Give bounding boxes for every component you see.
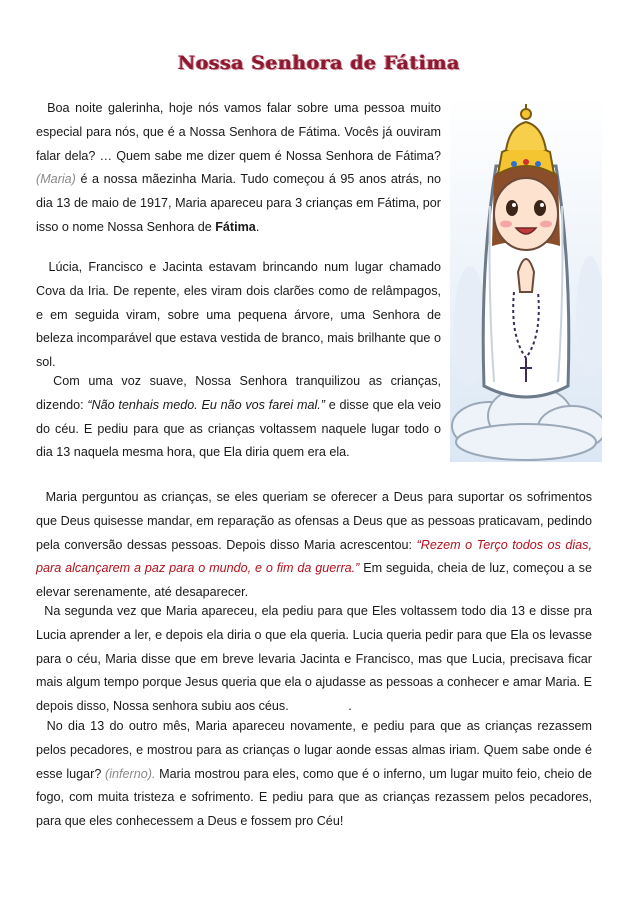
our-lady-illustration xyxy=(450,96,602,462)
paragraph-2 xyxy=(36,256,441,375)
p1-bold-fatima: Fátima xyxy=(215,219,256,234)
p1-answer: (Maria) xyxy=(36,172,76,187)
p4-text-a: Maria perguntou as crianças, se eles queriam se oferecer a Deus para suportar os sofrimentos que Deus quisesse mandar, em reparação as ofensas a Deus que as pessoas praticavam, pedindo pela conversão dessas pessoas. Depois disso Maria acrescentou: xyxy=(36,490,592,552)
p1-text-d: . xyxy=(255,219,260,234)
p6-answer: (inferno). xyxy=(105,766,156,781)
p3-quote: “Não tenhais medo. Eu não vos farei mal.” xyxy=(87,397,325,412)
p4-quote: “Rezem o Terço todos os dias, para alcançarem a paz para o mundo, e o fim da guerra.” xyxy=(36,537,592,576)
p3-text-a: Com uma voz suave, Nossa Senhora tranquilizou as crianças, dizendo: xyxy=(36,374,442,412)
paragraph-5 xyxy=(36,600,596,719)
p1-text-c: é a nossa mãezinha Maria. Tudo começou á 95 anos atrás, no dia 13 de maio de 1917, Maria apareceu para 3 crianças em Fátima, por isso o nome Nossa Senhora de xyxy=(36,172,441,234)
p6-text-a: No dia 13 do outro mês, Maria apareceu novamente, e pediu para que as crianças rezassem pelos pecadores, e mostrou para as crianças o lugar aonde essas almas iriam. Quem sabe onde é esse lugar? xyxy=(36,719,592,781)
paragraph-1 xyxy=(36,97,441,240)
paragraph-4 xyxy=(36,486,592,605)
p3-text-b: e disse que ela veio do céu. E pediu para que as crianças voltassem naquele lugar todo o dia 13 naquela mesma hora, que Ela diria quem era ela. xyxy=(36,397,441,460)
our-lady-figure-icon xyxy=(450,96,602,462)
p4-text-b: Em seguida, cheia de luz, começou a se elevar serenamente, até desaparecer. xyxy=(36,561,592,600)
p5-text: Na segunda vez que Maria apareceu, ela pediu para que Eles voltassem todo dia 13 e disse pra Lucia aprender a ler, e depois ela diria o que ela queria. Lucia queria pedir para que Ela os levasse para o céu, Maria disse que em breve levaria Jacinta e Francisco, mas que Lucia, precisava ficar mais algum tempo porque Jesus queria que ela o ajudasse as pessoas a conhecer e amar Maria. E depois disso, Nossa senhora subiu aos céus. . xyxy=(36,604,596,714)
p2-text: Lúcia, Francisco e Jacinta estavam brincando num lugar chamado Cova da Iria. De repente, eles viram dois clarões como de relâmpagos, e em seguida viram, sobre uma pequena árvore, uma Senhora de beleza incomparável que estava vestida de branco, mais brilhante que o sol. xyxy=(36,260,442,370)
p1-text-a: Boa noite galerinha, hoje nós vamos falar sobre uma pessoa muito especial para nós, que é a Nossa Senhora de Fátima. Vocês já ouviram falar dela? … Quem sabe me dizer quem é Nossa Senhora de Fátima? xyxy=(36,101,442,163)
p6-text-c: Maria mostrou para eles, como que é o inferno, um lugar muito feio, cheio de fogo, com muita tristeza e sofrimento. E pediu para que as crianças rezassem pelos pecadores, para que eles conhecessem a Deus e fossem pro Céu! xyxy=(36,766,593,829)
page-title: Nossa Senhora de Fátima xyxy=(177,52,461,74)
paragraph-6 xyxy=(36,715,592,834)
paragraph-3 xyxy=(36,370,441,465)
